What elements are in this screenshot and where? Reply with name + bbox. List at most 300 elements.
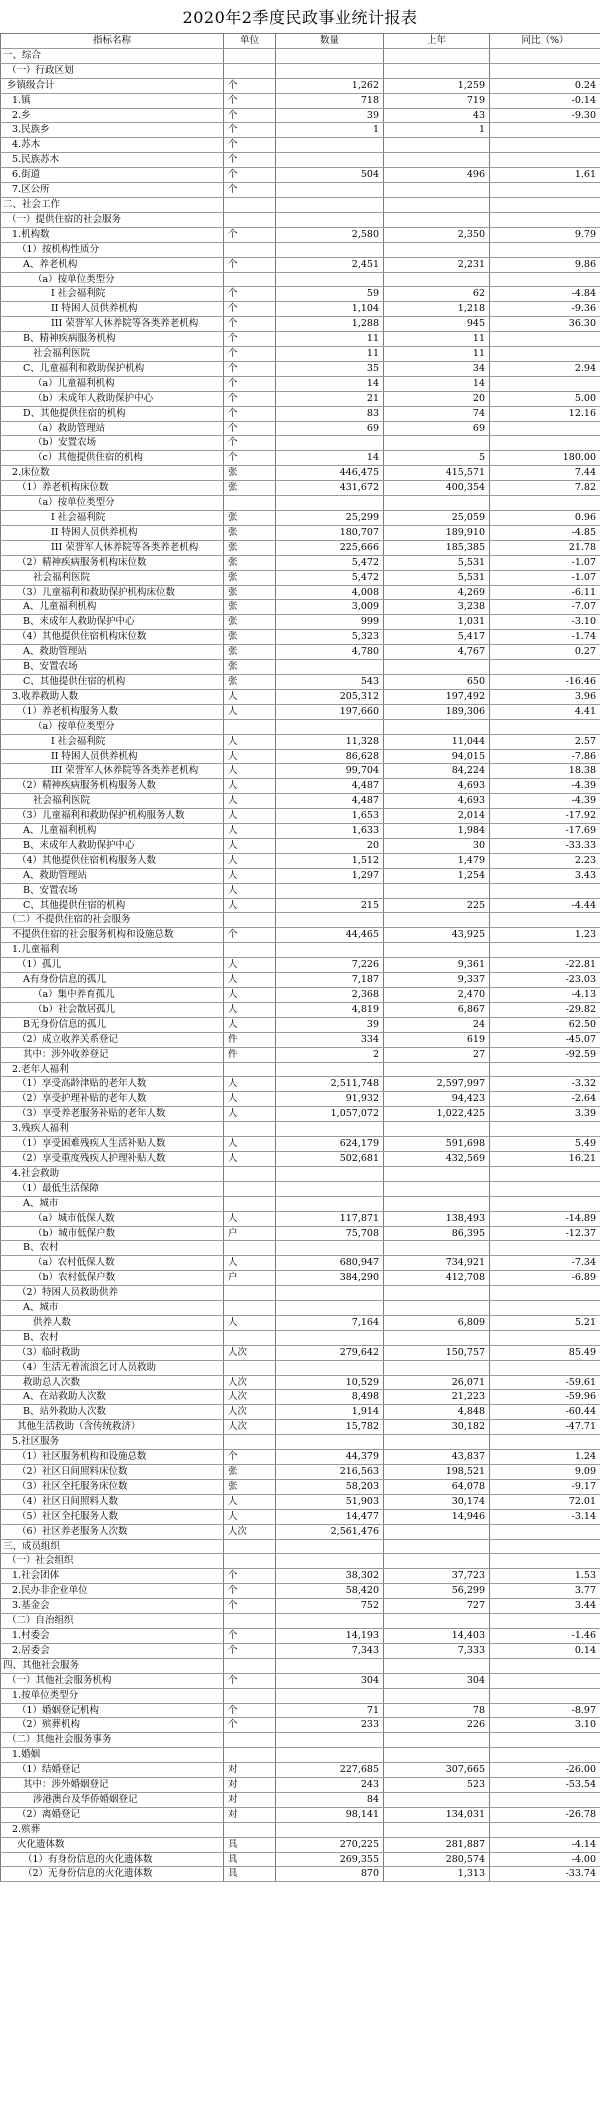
row-yoy: [490, 436, 600, 451]
row-quantity: 44,465: [276, 928, 384, 943]
row-quantity: [276, 153, 384, 168]
row-indicator-name: A、城市: [1, 1196, 224, 1211]
row-indicator-name: （2）精神疾病服务机构服务人数: [1, 779, 224, 794]
row-quantity: 269,355: [276, 1852, 384, 1867]
row-yoy: 72.01: [490, 1494, 600, 1509]
row-quantity: [276, 1554, 384, 1569]
row-last-year: 496: [384, 168, 490, 183]
table-row: [1, 1554, 600, 1569]
row-quantity: [276, 1658, 384, 1673]
row-quantity: [276, 1286, 384, 1301]
table-row: [1, 868, 600, 883]
row-yoy: [490, 496, 600, 511]
table-row: [1, 332, 600, 347]
row-indicator-name: （4）其他提供住宿机构服务人数: [1, 853, 224, 868]
row-last-year: 11,044: [384, 734, 490, 749]
row-last-year: [384, 1360, 490, 1375]
row-unit: 人: [224, 1315, 276, 1330]
row-unit: 人: [224, 689, 276, 704]
table-row: [1, 973, 600, 988]
row-last-year: [384, 883, 490, 898]
row-indicator-name: 2.乡: [1, 108, 224, 123]
row-unit: 个: [224, 78, 276, 93]
row-last-year: 719: [384, 93, 490, 108]
row-unit: 人: [224, 764, 276, 779]
table-row: [1, 1643, 600, 1658]
row-indicator-name: 3.民族乡: [1, 123, 224, 138]
table-row: [1, 1763, 600, 1778]
row-unit: [224, 63, 276, 78]
row-last-year: [384, 1554, 490, 1569]
table-row: [1, 287, 600, 302]
row-unit: 张: [224, 525, 276, 540]
row-indicator-name: II 特困人员供养机构: [1, 525, 224, 540]
table-row: [1, 1077, 600, 1092]
row-quantity: 2,451: [276, 257, 384, 272]
table-row: [1, 1345, 600, 1360]
row-quantity: 334: [276, 1032, 384, 1047]
row-yoy: [490, 1301, 600, 1316]
row-quantity: 279,642: [276, 1345, 384, 1360]
row-unit: 个: [224, 421, 276, 436]
row-last-year: [384, 1122, 490, 1137]
row-yoy: 9.86: [490, 257, 600, 272]
row-unit: 张: [224, 585, 276, 600]
row-unit: [224, 1301, 276, 1316]
row-quantity: [276, 883, 384, 898]
table-row: [1, 630, 600, 645]
row-last-year: 14,403: [384, 1628, 490, 1643]
row-yoy: [490, 242, 600, 257]
row-last-year: 4,767: [384, 645, 490, 660]
row-unit: 张: [224, 674, 276, 689]
row-unit: 个: [224, 1643, 276, 1658]
row-last-year: [384, 272, 490, 287]
row-last-year: 400,354: [384, 481, 490, 496]
row-yoy: [490, 48, 600, 63]
row-unit: [224, 48, 276, 63]
row-yoy: -4.39: [490, 779, 600, 794]
table-row: [1, 1718, 600, 1733]
row-quantity: 14,477: [276, 1509, 384, 1524]
row-indicator-name: （a）儿童福利机构: [1, 376, 224, 391]
row-last-year: 24: [384, 1017, 490, 1032]
table-row: [1, 1390, 600, 1405]
statistics-table: [0, 33, 600, 1882]
row-indicator-name: 4.苏木: [1, 138, 224, 153]
row-unit: [224, 1166, 276, 1181]
table-row: [1, 1151, 600, 1166]
table-row: [1, 1852, 600, 1867]
row-unit: 人: [224, 1151, 276, 1166]
table-row: [1, 1226, 600, 1241]
row-unit: 个: [224, 406, 276, 421]
row-indicator-name: （b）安置农场: [1, 436, 224, 451]
row-indicator-name: 救助总人次数: [1, 1375, 224, 1390]
row-indicator-name: 不提供住宿的社会服务机构和设施总数: [1, 928, 224, 943]
row-indicator-name: （2）殡葬机构: [1, 1718, 224, 1733]
row-yoy: [490, 138, 600, 153]
row-unit: [224, 1748, 276, 1763]
row-last-year: [384, 197, 490, 212]
row-indicator-name: C、儿童福利和救助保护机构: [1, 361, 224, 376]
row-indicator-name: 5.民族苏木: [1, 153, 224, 168]
row-unit: 人: [224, 1256, 276, 1271]
row-quantity: 624,179: [276, 1137, 384, 1152]
row-last-year: [384, 913, 490, 928]
table-row: [1, 1539, 600, 1554]
row-yoy: 3.96: [490, 689, 600, 704]
row-indicator-name: （1）社区服务机构和设施总数: [1, 1450, 224, 1465]
row-yoy: 0.96: [490, 511, 600, 526]
row-last-year: 226: [384, 1718, 490, 1733]
row-yoy: [490, 183, 600, 198]
row-quantity: [276, 272, 384, 287]
row-unit: 个: [224, 1450, 276, 1465]
row-indicator-name: 3.基金会: [1, 1599, 224, 1614]
row-indicator-name: 1.儿童福利: [1, 943, 224, 958]
row-unit: 个: [224, 93, 276, 108]
row-yoy: -6.11: [490, 585, 600, 600]
row-unit: [224, 1122, 276, 1137]
row-yoy: 1.53: [490, 1569, 600, 1584]
table-row: [1, 779, 600, 794]
row-indicator-name: B、农村: [1, 1241, 224, 1256]
table-row: [1, 838, 600, 853]
row-indicator-name: （5）社区全托服务人数: [1, 1509, 224, 1524]
row-indicator-name: （4）生活无着流浪乞讨人员救助: [1, 1360, 224, 1375]
row-yoy: [490, 272, 600, 287]
row-unit: 个: [224, 123, 276, 138]
table-row: [1, 406, 600, 421]
row-last-year: 189,306: [384, 704, 490, 719]
row-last-year: [384, 153, 490, 168]
row-unit: 人: [224, 958, 276, 973]
row-quantity: [276, 913, 384, 928]
row-yoy: [490, 1524, 600, 1539]
row-unit: [224, 1554, 276, 1569]
table-row: [1, 347, 600, 362]
row-unit: 张: [224, 481, 276, 496]
row-indicator-name: （一）其他社会服务机构: [1, 1673, 224, 1688]
table-row: [1, 525, 600, 540]
row-quantity: [276, 719, 384, 734]
table-row: [1, 1360, 600, 1375]
report-title: 2020年2季度民政事业统计报表: [182, 8, 418, 27]
row-indicator-name: 二、社会工作: [1, 197, 224, 212]
row-last-year: [384, 436, 490, 451]
row-yoy: -4.00: [490, 1852, 600, 1867]
table-row: [1, 451, 600, 466]
row-quantity: 504: [276, 168, 384, 183]
row-quantity: 1,057,072: [276, 1107, 384, 1122]
table-row: [1, 391, 600, 406]
table-row: [1, 883, 600, 898]
row-last-year: 20: [384, 391, 490, 406]
row-yoy: [490, 1286, 600, 1301]
table-row: [1, 540, 600, 555]
row-indicator-name: （b）农村低保户数: [1, 1271, 224, 1286]
row-yoy: 4.41: [490, 704, 600, 719]
row-yoy: [490, 1673, 600, 1688]
row-indicator-name: （a）集中养育孤儿: [1, 988, 224, 1003]
row-quantity: [276, 1733, 384, 1748]
row-yoy: [490, 1748, 600, 1763]
header-last-year: 上年: [384, 34, 490, 49]
row-unit: 户: [224, 1271, 276, 1286]
row-last-year: 1,984: [384, 824, 490, 839]
row-last-year: 86,395: [384, 1226, 490, 1241]
row-quantity: 215: [276, 898, 384, 913]
table-row: [1, 585, 600, 600]
row-unit: [224, 1241, 276, 1256]
row-indicator-name: （二）不提供住宿的社会服务: [1, 913, 224, 928]
row-yoy: -47.71: [490, 1420, 600, 1435]
row-quantity: 98,141: [276, 1807, 384, 1822]
row-quantity: 752: [276, 1599, 384, 1614]
row-last-year: 1: [384, 123, 490, 138]
row-yoy: -3.14: [490, 1509, 600, 1524]
row-unit: [224, 1435, 276, 1450]
row-quantity: 4,819: [276, 1002, 384, 1017]
row-quantity: 35: [276, 361, 384, 376]
row-unit: 人: [224, 1137, 276, 1152]
row-unit: [224, 1733, 276, 1748]
row-indicator-name: B、站外救助人次数: [1, 1405, 224, 1420]
row-indicator-name: （a）按单位类型分: [1, 496, 224, 511]
row-last-year: 197,492: [384, 689, 490, 704]
table-row: [1, 1569, 600, 1584]
table-row: [1, 257, 600, 272]
row-indicator-name: 3.收养救助人数: [1, 689, 224, 704]
table-row: [1, 1032, 600, 1047]
table-row: [1, 898, 600, 913]
row-unit: 人次: [224, 1390, 276, 1405]
row-indicator-name: III 荣誉军人休养院等各类养老机构: [1, 317, 224, 332]
table-row: [1, 1181, 600, 1196]
row-yoy: [490, 421, 600, 436]
row-yoy: [490, 123, 600, 138]
row-last-year: 69: [384, 421, 490, 436]
table-row: [1, 48, 600, 63]
table-row: [1, 674, 600, 689]
table-row: [1, 212, 600, 227]
table-row: [1, 138, 600, 153]
table-row: [1, 734, 600, 749]
table-header-row: [1, 34, 600, 49]
row-yoy: 180.00: [490, 451, 600, 466]
row-indicator-name: （一）提供住宿的社会服务: [1, 212, 224, 227]
table-row: [1, 1196, 600, 1211]
row-last-year: 11: [384, 332, 490, 347]
row-indicator-name: A、儿童福利机构: [1, 600, 224, 615]
row-last-year: 11: [384, 347, 490, 362]
row-last-year: 734,921: [384, 1256, 490, 1271]
row-indicator-name: （2）享受护理补贴的老年人数: [1, 1092, 224, 1107]
row-quantity: 99,704: [276, 764, 384, 779]
table-row: [1, 1062, 600, 1077]
row-quantity: 4,487: [276, 779, 384, 794]
row-indicator-name: B、未成年人救助保护中心: [1, 838, 224, 853]
row-last-year: 2,470: [384, 988, 490, 1003]
row-unit: 张: [224, 630, 276, 645]
row-last-year: [384, 496, 490, 511]
row-indicator-name: 2.老年人福利: [1, 1062, 224, 1077]
row-yoy: -22.81: [490, 958, 600, 973]
row-yoy: -9.36: [490, 302, 600, 317]
table-row: [1, 913, 600, 928]
row-indicator-name: 5.社区服务: [1, 1435, 224, 1450]
table-row: [1, 660, 600, 675]
row-quantity: 1,512: [276, 853, 384, 868]
table-row: [1, 600, 600, 615]
row-unit: 人: [224, 853, 276, 868]
table-row: [1, 1688, 600, 1703]
table-row: [1, 511, 600, 526]
row-quantity: 7,226: [276, 958, 384, 973]
row-unit: 个: [224, 1703, 276, 1718]
row-unit: 户: [224, 1226, 276, 1241]
table-row: [1, 1733, 600, 1748]
row-quantity: 58,420: [276, 1584, 384, 1599]
row-yoy: [490, 197, 600, 212]
row-indicator-name: III 荣誉军人休养院等各类养老机构: [1, 764, 224, 779]
row-yoy: 0.14: [490, 1643, 600, 1658]
table-row: [1, 928, 600, 943]
table-row: [1, 153, 600, 168]
table-row: [1, 1658, 600, 1673]
row-indicator-name: （2）精神疾病服务机构床位数: [1, 555, 224, 570]
table-row: [1, 272, 600, 287]
row-last-year: [384, 1688, 490, 1703]
row-yoy: -14.89: [490, 1211, 600, 1226]
row-last-year: 5,531: [384, 570, 490, 585]
row-last-year: 43: [384, 108, 490, 123]
row-quantity: [276, 183, 384, 198]
row-quantity: 21: [276, 391, 384, 406]
row-quantity: 216,563: [276, 1465, 384, 1480]
row-indicator-name: A、养老机构: [1, 257, 224, 272]
row-quantity: 5,472: [276, 555, 384, 570]
row-last-year: 78: [384, 1703, 490, 1718]
row-yoy: 2.57: [490, 734, 600, 749]
row-indicator-name: （b）社会散居孤儿: [1, 1002, 224, 1017]
table-row: [1, 853, 600, 868]
row-unit: 个: [224, 332, 276, 347]
row-indicator-name: （3）儿童福利和救助保护机构床位数: [1, 585, 224, 600]
row-last-year: 432,569: [384, 1151, 490, 1166]
row-yoy: [490, 332, 600, 347]
row-last-year: 43,925: [384, 928, 490, 943]
table-row: [1, 1420, 600, 1435]
row-unit: 个: [224, 227, 276, 242]
row-indicator-name: 社会福利医院: [1, 794, 224, 809]
row-quantity: 25,299: [276, 511, 384, 526]
row-quantity: [276, 1539, 384, 1554]
table-row: [1, 764, 600, 779]
row-yoy: -7.07: [490, 600, 600, 615]
row-last-year: 1,479: [384, 853, 490, 868]
row-unit: 对: [224, 1792, 276, 1807]
row-indicator-name: 一、综合: [1, 48, 224, 63]
row-quantity: 270,225: [276, 1837, 384, 1852]
row-last-year: 9,361: [384, 958, 490, 973]
row-yoy: -23.03: [490, 973, 600, 988]
row-yoy: [490, 1658, 600, 1673]
row-yoy: [490, 376, 600, 391]
row-indicator-name: （4）社区日间照料人数: [1, 1494, 224, 1509]
row-quantity: 4,008: [276, 585, 384, 600]
row-yoy: [490, 1360, 600, 1375]
row-quantity: 384,290: [276, 1271, 384, 1286]
row-last-year: [384, 1614, 490, 1629]
table-row: [1, 168, 600, 183]
row-indicator-name: 2.民办非企业单位: [1, 1584, 224, 1599]
row-last-year: 591,698: [384, 1137, 490, 1152]
row-yoy: [490, 719, 600, 734]
row-yoy: -33.74: [490, 1867, 600, 1882]
row-unit: 个: [224, 1569, 276, 1584]
row-indicator-name: A、城市: [1, 1301, 224, 1316]
row-indicator-name: 2.居委会: [1, 1643, 224, 1658]
table-row: [1, 183, 600, 198]
row-quantity: 91,932: [276, 1092, 384, 1107]
row-yoy: 1.24: [490, 1450, 600, 1465]
row-unit: 张: [224, 570, 276, 585]
row-quantity: 1,653: [276, 809, 384, 824]
row-indicator-name: 1.社会团体: [1, 1569, 224, 1584]
row-last-year: 2,350: [384, 227, 490, 242]
table-row: [1, 1166, 600, 1181]
row-yoy: -9.30: [490, 108, 600, 123]
row-last-year: 1,259: [384, 78, 490, 93]
row-unit: 人: [224, 883, 276, 898]
row-unit: 张: [224, 466, 276, 481]
row-yoy: -16.46: [490, 674, 600, 689]
row-unit: [224, 943, 276, 958]
row-yoy: 3.10: [490, 1718, 600, 1733]
row-yoy: 7.82: [490, 481, 600, 496]
row-indicator-name: （1）享受高龄津贴的老年人数: [1, 1077, 224, 1092]
row-last-year: 4,693: [384, 779, 490, 794]
row-unit: [224, 719, 276, 734]
row-indicator-name: （1）有身份信息的火化遗体数: [1, 1852, 224, 1867]
table-row: [1, 1330, 600, 1345]
row-yoy: -92.59: [490, 1047, 600, 1062]
row-unit: 人次: [224, 1375, 276, 1390]
row-indicator-name: I 社会福利院: [1, 287, 224, 302]
row-last-year: [384, 1748, 490, 1763]
row-last-year: [384, 1822, 490, 1837]
row-indicator-name: 其中：涉外婚姻登记: [1, 1778, 224, 1793]
row-yoy: -26.00: [490, 1763, 600, 1778]
row-indicator-name: 1.镇: [1, 93, 224, 108]
row-quantity: 59: [276, 287, 384, 302]
row-quantity: 718: [276, 93, 384, 108]
table-row: [1, 108, 600, 123]
row-indicator-name: A、救助管理站: [1, 645, 224, 660]
table-row: [1, 496, 600, 511]
row-last-year: 150,757: [384, 1345, 490, 1360]
row-quantity: [276, 943, 384, 958]
row-last-year: 1,313: [384, 1867, 490, 1882]
row-yoy: [490, 1241, 600, 1256]
table-body: [1, 48, 600, 1881]
row-unit: 人: [224, 838, 276, 853]
row-quantity: [276, 1360, 384, 1375]
row-yoy: -1.07: [490, 555, 600, 570]
row-yoy: -4.13: [490, 988, 600, 1003]
